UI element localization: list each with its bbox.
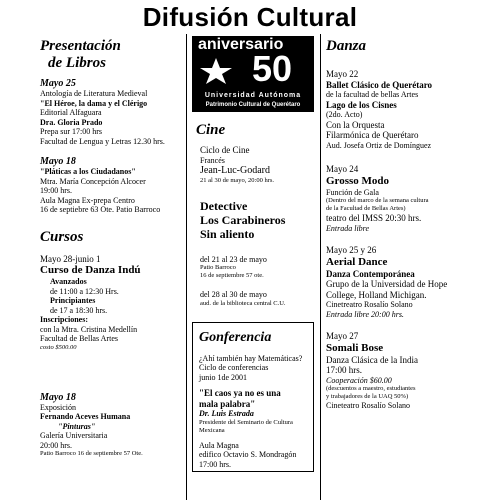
event-title: "El caos ya no es una bbox=[199, 388, 281, 398]
event-line: Danza Contemporánea bbox=[326, 268, 415, 279]
film-title: Detective bbox=[200, 198, 248, 213]
event-line: Presidente del Seminario de Cultura Mexicana bbox=[199, 418, 293, 434]
event-date: Mayo 25 y 26 bbox=[326, 245, 377, 255]
event-date: Mayo 28-junio 1 bbox=[40, 253, 101, 264]
event-title: Grosso Modo bbox=[326, 174, 390, 187]
event-date: Mayo 18 bbox=[40, 156, 76, 167]
logo-word: aniversario bbox=[198, 36, 284, 53]
event-line: Mtra. María Concepción Alcocer bbox=[40, 176, 146, 186]
event-line: Función de Gala bbox=[326, 187, 379, 197]
event-item bbox=[326, 69, 486, 150]
event-line: con la Mtra. Cristina Medellín bbox=[40, 324, 138, 334]
event-line: Ciclo de conferencias bbox=[199, 363, 269, 372]
event-line: Cinetreatro Rosalío Solano bbox=[326, 300, 413, 309]
event-line: Entrada libre bbox=[326, 223, 370, 233]
logo-number: 50 bbox=[252, 48, 293, 89]
event-line: 16 de septiembre 57 ote. bbox=[200, 272, 264, 279]
event-line: de la facultad de bellas Artes bbox=[326, 90, 419, 99]
event-line: Filarmónica de Querétaro bbox=[326, 130, 419, 140]
event-item bbox=[40, 156, 180, 215]
event-line: Prepa sur 17:00 hrs bbox=[40, 127, 102, 136]
event-line: (descuentos a maestro, estudiantes bbox=[326, 385, 416, 392]
event-date: Mayo 18 bbox=[40, 391, 76, 403]
event-title: mala palabra" bbox=[199, 398, 256, 409]
event-date: Mayo 27 bbox=[326, 331, 359, 341]
event-line: 17:00 hrs. bbox=[326, 365, 362, 375]
page-title: Difusión Cultural bbox=[142, 2, 358, 32]
event-line: Avanzados bbox=[50, 277, 87, 286]
column-center bbox=[192, 34, 314, 472]
event-item bbox=[326, 245, 486, 319]
event-line: del 21 al 23 de mayo bbox=[200, 254, 267, 264]
cine-venue bbox=[192, 255, 314, 281]
event-title: Somali Bose bbox=[326, 341, 384, 354]
event-line: aud. de la biblioteca central C.U. bbox=[200, 299, 286, 307]
section-heading: Presentación bbox=[40, 38, 121, 54]
event-line: y trabajadores de la UAQ 50%) bbox=[326, 393, 409, 400]
event-title: Curso de Danza Indú bbox=[40, 264, 141, 276]
event-line: Dra. Gloria Prado bbox=[40, 117, 103, 127]
event-line: 17:00 hrs. bbox=[199, 459, 231, 469]
section-heading: Cursos bbox=[40, 228, 84, 245]
event-title: Jean-Luc-Godard bbox=[200, 165, 270, 176]
section-danza bbox=[326, 38, 486, 55]
event-line: 19:00 hrs. bbox=[40, 186, 72, 195]
section-cursos bbox=[40, 229, 180, 246]
event-line: Francés bbox=[200, 155, 225, 165]
event-line: College, Holland Michigan. bbox=[326, 289, 427, 300]
event-line: 16 de septiebre 63 Ote. Patio Barroco bbox=[40, 205, 161, 214]
section-cine bbox=[192, 122, 314, 139]
event-title: "El Héroe, la dama y el Clérigo bbox=[40, 98, 148, 108]
event-line: del 28 al 30 de mayo bbox=[200, 290, 267, 299]
section-presentacion bbox=[40, 38, 180, 72]
conferencia-box bbox=[192, 322, 314, 472]
event-line: Aula Magna bbox=[199, 440, 239, 450]
film-title: Los Carabineros bbox=[200, 212, 286, 227]
event-line: Danza Clásica de la India bbox=[326, 354, 418, 365]
event-line: Editorial Alfaguara bbox=[40, 108, 102, 117]
event-item bbox=[40, 78, 180, 146]
event-line: Con la Orquesta bbox=[326, 119, 385, 130]
event-speaker: Dr. Luis Estrada bbox=[199, 409, 254, 418]
event-item bbox=[40, 254, 180, 352]
event-line: teatro del IMSS 20:30 hrs. bbox=[326, 213, 422, 223]
section-heading: Gonferencia bbox=[199, 329, 272, 345]
event-line: Patio Barroco 16 de septiembre 57 Ote. bbox=[40, 450, 143, 457]
column-divider-left bbox=[186, 34, 187, 500]
event-line: edifico Octavio S. Mondragón bbox=[199, 450, 297, 459]
event-line: Entrada libre 20:00 hrs. bbox=[326, 309, 404, 319]
event-line: junio 1de 2001 bbox=[199, 372, 247, 382]
column-left bbox=[40, 34, 180, 458]
column-divider-right bbox=[320, 34, 321, 500]
logo-line2: Patrimonio Cultural de Querétaro bbox=[205, 102, 301, 108]
event-title: "Pinturas" bbox=[58, 421, 96, 431]
event-line: Principiantes bbox=[50, 296, 96, 305]
section-heading: de Libros bbox=[48, 55, 106, 71]
logo-line1: Universidad Autónoma bbox=[204, 92, 302, 99]
anniversary-logo bbox=[192, 36, 314, 112]
event-title: "Pláticas a los Ciudadanos" bbox=[40, 167, 136, 176]
event-line: Inscripciones: bbox=[40, 315, 88, 324]
event-line: Fernando Aceves Humana bbox=[40, 412, 131, 421]
event-line: Facultad de Lengua y Letras 12.30 hrs. bbox=[40, 136, 165, 146]
event-line: de la Facultad de Bellas Artes) bbox=[326, 205, 406, 212]
event-price: Cooperación $60.00 bbox=[326, 375, 392, 385]
section-heading: Cine bbox=[196, 122, 226, 138]
film-title: Sin aliento bbox=[200, 226, 255, 241]
event-line: Facultad de Bellas Artes bbox=[40, 334, 118, 343]
event-line: de 11:00 a 12:30 Hrs. bbox=[50, 286, 119, 296]
cine-venue bbox=[192, 290, 314, 308]
event-item bbox=[326, 331, 486, 411]
event-line: Antología de Literatura Medieval bbox=[40, 89, 148, 98]
event-date: Mayo 24 bbox=[326, 164, 359, 174]
event-line: 21 al 30 de mayo, 20:00 hrs. bbox=[200, 176, 275, 184]
event-line: 20:00 hrs. bbox=[40, 440, 72, 450]
event-line: (2do. Acto) bbox=[326, 110, 363, 119]
event-line: Patio Barroco bbox=[200, 264, 236, 271]
column-right bbox=[326, 34, 486, 411]
event-date: Mayo 22 bbox=[326, 69, 359, 79]
event-price: costo $500.00 bbox=[40, 343, 77, 351]
event-item bbox=[326, 164, 486, 233]
event-line: (Dentro del marco de la semana cultura bbox=[326, 197, 429, 204]
event-line: Grupo de la Universidad de Hope bbox=[326, 279, 448, 289]
event-item bbox=[40, 392, 180, 459]
event-line: ¿Ahí también hay Matemáticas? bbox=[199, 353, 303, 363]
event-line: de 17 a 18:30 hrs. bbox=[50, 305, 108, 315]
event-title: Lago de los Cisnes bbox=[326, 99, 397, 110]
film-list bbox=[192, 199, 314, 241]
event-title: Ballet Clásico de Querétaro bbox=[326, 79, 433, 90]
event-line: Galería Universitaria bbox=[40, 431, 108, 440]
event-date: Mayo 25 bbox=[40, 78, 76, 89]
event-title: Aerial Dance bbox=[326, 255, 388, 268]
event-line: Aud. Josefa Ortiz de Domínguez bbox=[326, 140, 432, 150]
section-heading: Danza bbox=[326, 38, 367, 54]
star-icon bbox=[196, 56, 236, 86]
event-line: Ciclo de Cine bbox=[200, 145, 250, 155]
event-line: Cineteatro Rosalío Solano bbox=[326, 401, 410, 410]
event-line: Exposición bbox=[40, 402, 76, 412]
event-line: Aula Magna Ex-prepa Centro bbox=[40, 195, 135, 205]
cine-cycle bbox=[192, 145, 314, 185]
